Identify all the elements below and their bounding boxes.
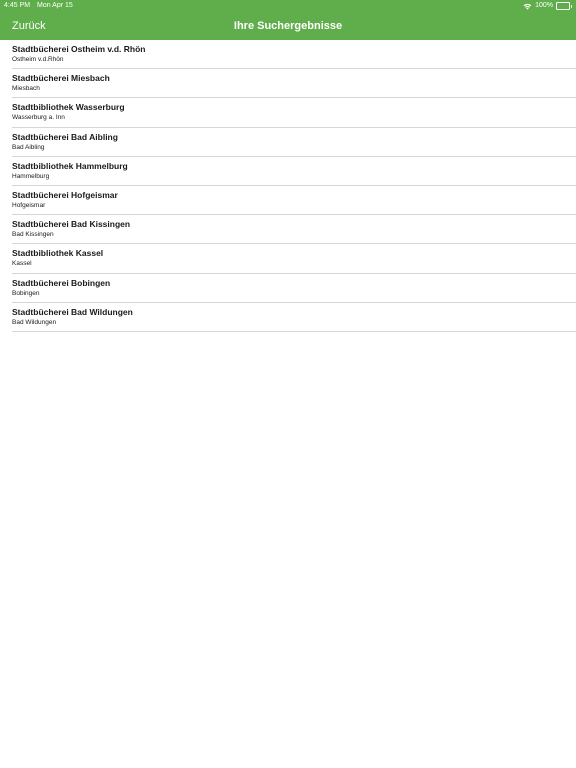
list-item[interactable]	[0, 303, 576, 332]
list-item-title: Stadtbücherei Ostheim v.d. Rhön	[12, 44, 146, 54]
list-item-subtitle: Kassel	[12, 260, 32, 268]
page-title: Ihre Suchergebnisse	[233, 20, 343, 32]
list-item[interactable]	[0, 186, 576, 215]
list-item-subtitle: Bobingen	[12, 289, 40, 297]
list-item-subtitle: Hofgeismar	[12, 201, 46, 209]
status-indicators	[523, 0, 572, 12]
list-item-subtitle: Wasserburg a. Inn	[12, 114, 65, 122]
list-item[interactable]	[0, 98, 576, 127]
list-item[interactable]	[0, 274, 576, 303]
list-item-title: Stadtbibliothek Wasserburg	[12, 102, 125, 113]
list-item-title: Stadtbücherei Bad Kissingen	[12, 219, 131, 230]
list-item[interactable]	[0, 215, 576, 244]
list-item-title: Stadtbücherei Hofgeismar	[12, 189, 118, 200]
status-bar	[0, 0, 576, 12]
list-item-subtitle: Hammelburg	[12, 172, 50, 180]
list-item[interactable]	[0, 128, 576, 157]
navigation-bar	[0, 12, 576, 40]
list-item-subtitle: Miesbach	[12, 85, 40, 93]
results-list	[0, 40, 576, 332]
list-item[interactable]	[0, 157, 576, 186]
list-item-subtitle: Bad Aibling	[12, 143, 45, 151]
list-item-subtitle: Bad Kissingen	[12, 231, 54, 239]
battery-icon	[556, 2, 572, 10]
list-item-title: Stadtbibliothek Hammelburg	[12, 160, 128, 171]
status-date: Mon Apr 15	[37, 2, 73, 9]
list-item-subtitle: Bad Wildungen	[12, 318, 57, 326]
list-item-title: Stadtbücherei Bad Aibling	[12, 131, 118, 142]
list-item-subtitle: Ostheim v.d.Rhön	[12, 56, 64, 63]
list-item-title: Stadtbücherei Bad Wildungen	[12, 306, 133, 317]
list-item-title: Stadtbücherei Bobingen	[12, 277, 111, 288]
list-item[interactable]	[0, 244, 576, 273]
list-item-title: Stadtbibliothek Kassel	[12, 248, 104, 259]
back-button[interactable]: Zurück	[12, 20, 46, 32]
wifi-icon	[523, 3, 532, 10]
top-bar	[0, 0, 576, 40]
list-item[interactable]	[0, 40, 576, 69]
battery-percentage: 100%	[535, 2, 553, 9]
status-time: 4:45 PM	[4, 2, 31, 9]
list-item[interactable]	[0, 69, 576, 98]
list-item-title: Stadtbücherei Miesbach	[12, 73, 110, 84]
